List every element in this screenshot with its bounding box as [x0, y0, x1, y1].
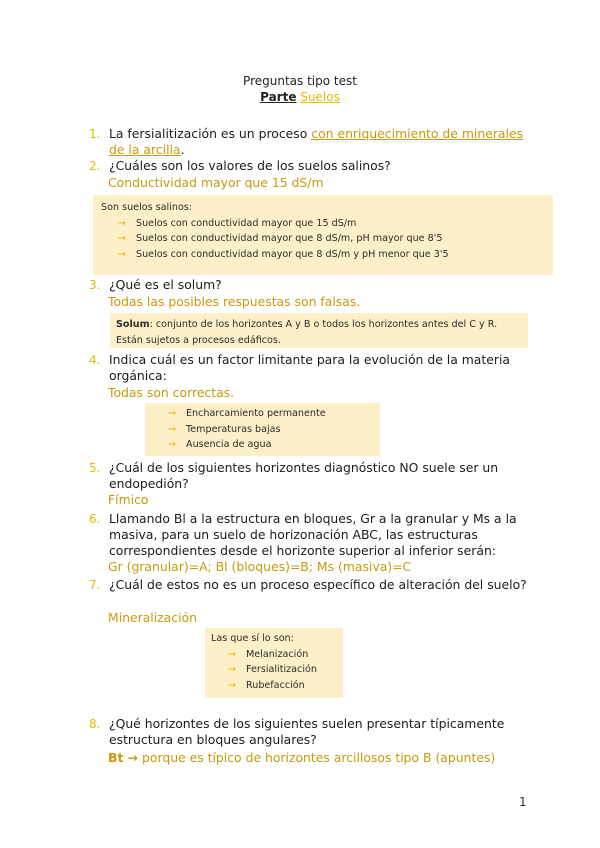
question-text: Indica cuál es un factor limitante para la evolución de la materia orgánica:: [109, 352, 511, 383]
list-item-text: Melanización: [246, 648, 309, 660]
question-number: 1.: [89, 127, 101, 141]
question-text: ¿Cuáles son los valores de los suelos salinos?: [109, 158, 391, 173]
answer-8: [108, 750, 495, 766]
question-5: [89, 460, 532, 492]
arrow-icon: →: [168, 423, 177, 435]
question-number: 4.: [89, 353, 101, 367]
note-heading: Las que sí lo son:: [211, 633, 294, 644]
note-heading: Son suelos salinos:: [101, 202, 193, 213]
definition: : conjunto de los horizontes A y B o todos los horizontes antes del C y R. Están sujetos a procesos edáficos.: [116, 319, 498, 346]
question-text: Llamando Bl a la estructura en bloques, Gr a la granular y Ms a la masiva, para un suelo de horizonación ABC, las estructuras correspondientes desde el horizonte superior al inferior serán:: [109, 511, 517, 558]
list-item-text: Suelos con conductividad mayor que 8 dS/m y pH menor que 3'5: [136, 248, 449, 260]
note-box-2: [93, 195, 553, 275]
question-text: ¿Qué es el solum?: [109, 277, 222, 292]
note-box-3: [110, 313, 528, 348]
list-item: [228, 647, 343, 663]
answer-5: Fímico: [108, 492, 149, 507]
question-6: [89, 511, 532, 559]
part-topic: Suelos: [300, 90, 340, 104]
question-number: 3.: [89, 278, 101, 292]
document-title: Preguntas tipo test: [243, 74, 357, 88]
note-box-7: [205, 628, 343, 698]
answer-prefix: Bt →: [108, 750, 139, 765]
list-item: [168, 406, 380, 422]
question-text: La fersialitización es un proceso: [109, 126, 312, 141]
list-item-text: Encharcamiento permanente: [186, 408, 326, 419]
question-text: ¿Cuál de los siguientes horizontes diagnóstico NO suele ser un endopedión?: [109, 460, 499, 491]
list-item-text: Fersialitización: [246, 664, 317, 675]
arrow-icon: →: [168, 439, 177, 450]
question-text: ¿Qué horizontes de los siguientes suelen presentar típicamente estructura en bloques angulares?: [109, 716, 505, 747]
list-item: [228, 662, 343, 678]
question-3: [89, 277, 532, 293]
question-8: [89, 716, 532, 748]
answer-4: Todas son correctas.: [108, 385, 235, 400]
question-number: 5.: [89, 461, 101, 475]
question-text: ¿Cuál de estos no es un proceso específico de alteración del suelo?: [109, 577, 527, 592]
list-item: [168, 422, 380, 438]
list-item-text: Suelos con conductividad mayor que 8 dS/m, pH mayor que 8'5: [136, 233, 443, 244]
question-4: [89, 352, 532, 384]
question-1: [89, 126, 532, 158]
arrow-icon: →: [118, 217, 127, 229]
answer-2: Conductividad mayor que 15 dS/m: [108, 175, 324, 190]
document-subtitle: [0, 90, 600, 105]
part-label: Parte: [260, 90, 297, 104]
arrow-icon: →: [228, 648, 237, 660]
arrow-icon: →: [118, 233, 127, 244]
list-item: [118, 247, 553, 263]
question-number: 8.: [89, 717, 101, 731]
arrow-icon: →: [118, 248, 127, 260]
list-item-text: Suelos con conductividad mayor que 15 dS/m: [136, 217, 357, 229]
arrow-icon: →: [168, 408, 177, 419]
question-number: 6.: [89, 512, 101, 526]
answer-7: Mineralización: [108, 610, 197, 625]
list-item: [168, 437, 380, 453]
arrow-icon: →: [228, 679, 237, 691]
arrow-icon: →: [228, 664, 237, 675]
answer-3: Todas las posibles respuestas son falsas.: [108, 294, 361, 309]
question-text-end: .: [180, 142, 185, 157]
question-7: [89, 577, 532, 593]
list-item: [118, 216, 553, 232]
question-number: 7.: [89, 578, 101, 592]
list-item-text: Temperaturas bajas: [186, 423, 281, 435]
question-number: 2.: [89, 159, 101, 173]
question-highlight: con enriquecimiento de minerales de la arcilla: [109, 126, 524, 157]
list-item-text: Rubefacción: [246, 679, 305, 691]
answer-text: porque es típico de horizontes arcillosos tipo B (apuntes): [138, 750, 496, 765]
answer-6: Gr (granular)=A; Bl (bloques)=B; Ms (masiva)=C: [108, 559, 412, 574]
list-item: [118, 231, 553, 247]
list-item: [228, 678, 343, 694]
term: Solum: [116, 319, 150, 330]
question-2: [89, 158, 532, 174]
list-item-text: Ausencia de agua: [186, 439, 272, 450]
page-number: 1: [519, 795, 527, 809]
note-box-4: [145, 403, 380, 456]
